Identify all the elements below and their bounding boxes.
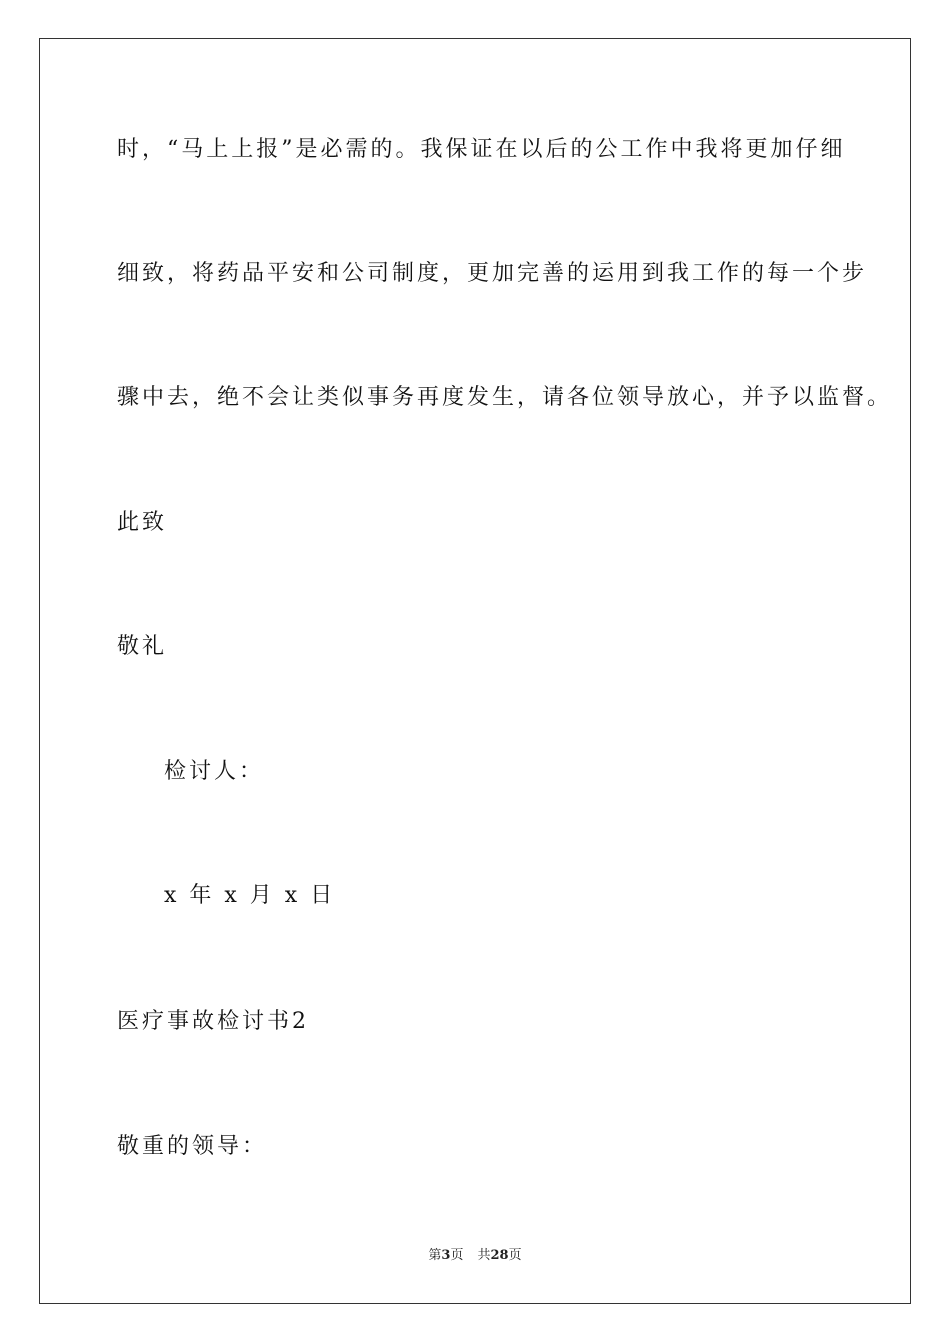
signer-label: 检讨人： — [164, 759, 265, 784]
closing-salutation: 此致 — [117, 510, 168, 535]
footer-total-suffix: 页 — [508, 1248, 522, 1263]
body-line-2: 细致，将药品平安和公司制度，更加完善的运用到我工作的每一个步 — [117, 261, 868, 286]
footer-prefix: 第 — [428, 1248, 442, 1263]
body-line-1: 时，“马上上报”是必需的。我保证在以后的公工作中我将更加仔细 — [117, 137, 846, 162]
footer-page-number: 3 — [441, 1248, 451, 1263]
date-line: x 年 x 月 x 日 — [164, 883, 336, 908]
page-footer — [0, 1247, 950, 1265]
closing-regards: 敬礼 — [117, 634, 168, 659]
footer-page-suffix: 页 — [450, 1248, 464, 1263]
footer-total-pages: 28 — [490, 1248, 509, 1263]
page-frame — [39, 38, 911, 1304]
greeting-line: 敬重的领导： — [117, 1134, 268, 1159]
section-title: 医疗事故检讨书2 — [117, 1009, 309, 1034]
body-line-3: 骤中去，绝不会让类似事务再度发生，请各位领导放心，并予以监督。 — [117, 385, 893, 410]
footer-total-prefix: 共 — [477, 1248, 491, 1263]
